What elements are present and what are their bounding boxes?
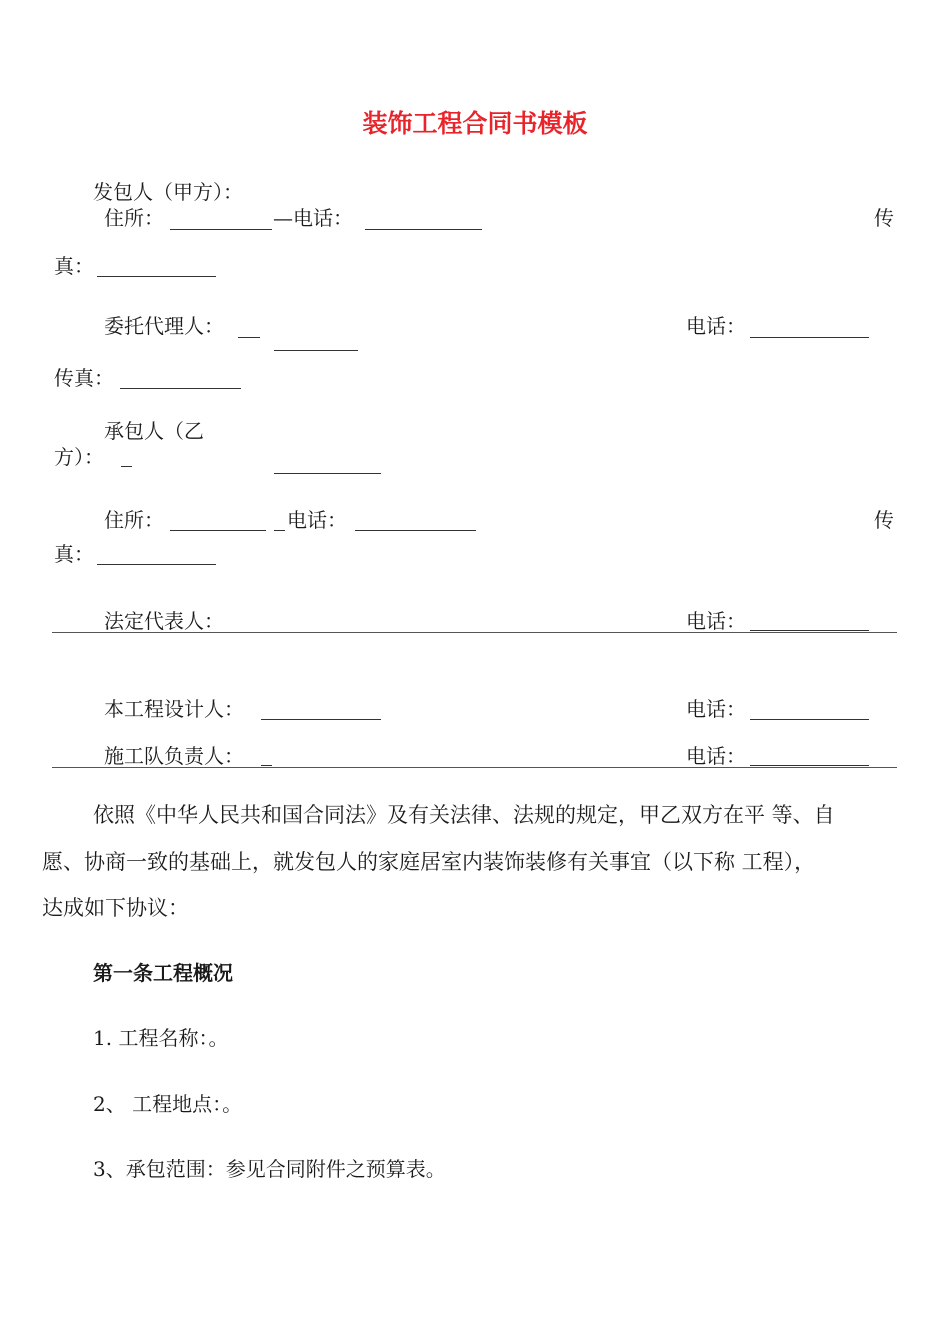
party-a-address-label: 住所： xyxy=(104,206,164,230)
document-title: 装饰工程合同书模板 xyxy=(362,109,588,138)
agent-field-start[interactable] xyxy=(238,337,260,338)
party-a-fax-label-end: 真： xyxy=(54,254,94,278)
article-1-item-1: 1. 工程名称：。 xyxy=(93,1026,229,1050)
team-lead-phone-label: 电话： xyxy=(686,744,746,768)
divider-line xyxy=(52,767,897,768)
agent-fax-label: 传真： xyxy=(54,366,114,390)
article-1-heading: 第一条工程概况 xyxy=(93,961,233,985)
intro-line-1: 依照《中华人民共和国合同法》及有关法律、法规的规定，甲乙双方在平 等、自 xyxy=(93,803,835,827)
party-b-field-start[interactable] xyxy=(121,466,132,467)
intro-line-2: 愿、协商一致的基础上，就发包人的家庭居室内装饰装修有关事宜（以下称 工程）， xyxy=(42,850,816,874)
article-1-item-2: 2、 工程地点：。 xyxy=(93,1092,243,1116)
party-b-phone-field[interactable] xyxy=(355,530,476,531)
agent-fax-field[interactable] xyxy=(120,388,241,389)
intro-line-3: 达成如下协议： xyxy=(42,896,189,920)
legal-rep-phone-field[interactable] xyxy=(750,630,869,631)
team-lead-phone-field[interactable] xyxy=(750,765,869,766)
party-b-address-field[interactable] xyxy=(170,530,266,531)
agent-phone-label: 电话： xyxy=(686,314,746,338)
party-a-address-field[interactable] xyxy=(170,229,272,230)
party-a-phone-label: —电话： xyxy=(273,206,353,230)
agent-phone-field[interactable] xyxy=(750,337,869,338)
party-b-field-end[interactable] xyxy=(274,473,381,474)
legal-rep-label: 法定代表人： xyxy=(104,609,224,633)
party-b-fax-label-start: 传 xyxy=(874,508,894,532)
party-a-fax-label-start: 传 xyxy=(874,206,894,230)
party-b-address-label: 住所： xyxy=(104,508,164,532)
agent-field-end[interactable] xyxy=(274,350,358,351)
party-b-label-end: 方）： xyxy=(54,445,104,469)
article-1-item-3: 3、承包范围：参见合同附件之预算表。 xyxy=(93,1157,446,1181)
party-a-fax-field[interactable] xyxy=(97,276,216,277)
designer-phone-field[interactable] xyxy=(750,719,869,720)
legal-rep-phone-label: 电话： xyxy=(686,609,746,633)
designer-label: 本工程设计人： xyxy=(104,697,244,721)
party-b-fax-label-end: 真： xyxy=(54,542,94,566)
team-lead-field[interactable] xyxy=(261,765,272,766)
designer-phone-label: 电话： xyxy=(686,697,746,721)
team-lead-label: 施工队负责人： xyxy=(104,744,244,768)
divider-line xyxy=(52,632,897,633)
party-a-label: 发包人（甲方）： xyxy=(93,180,243,204)
party-b-fax-field[interactable] xyxy=(97,564,216,565)
party-b-address-field-tail[interactable] xyxy=(274,530,285,531)
party-a-phone-field[interactable] xyxy=(365,229,482,230)
agent-label: 委托代理人： xyxy=(104,314,224,338)
party-b-phone-label: 电话： xyxy=(287,508,347,532)
party-b-label-start: 承包人（乙 xyxy=(104,419,204,443)
designer-field[interactable] xyxy=(261,719,381,720)
